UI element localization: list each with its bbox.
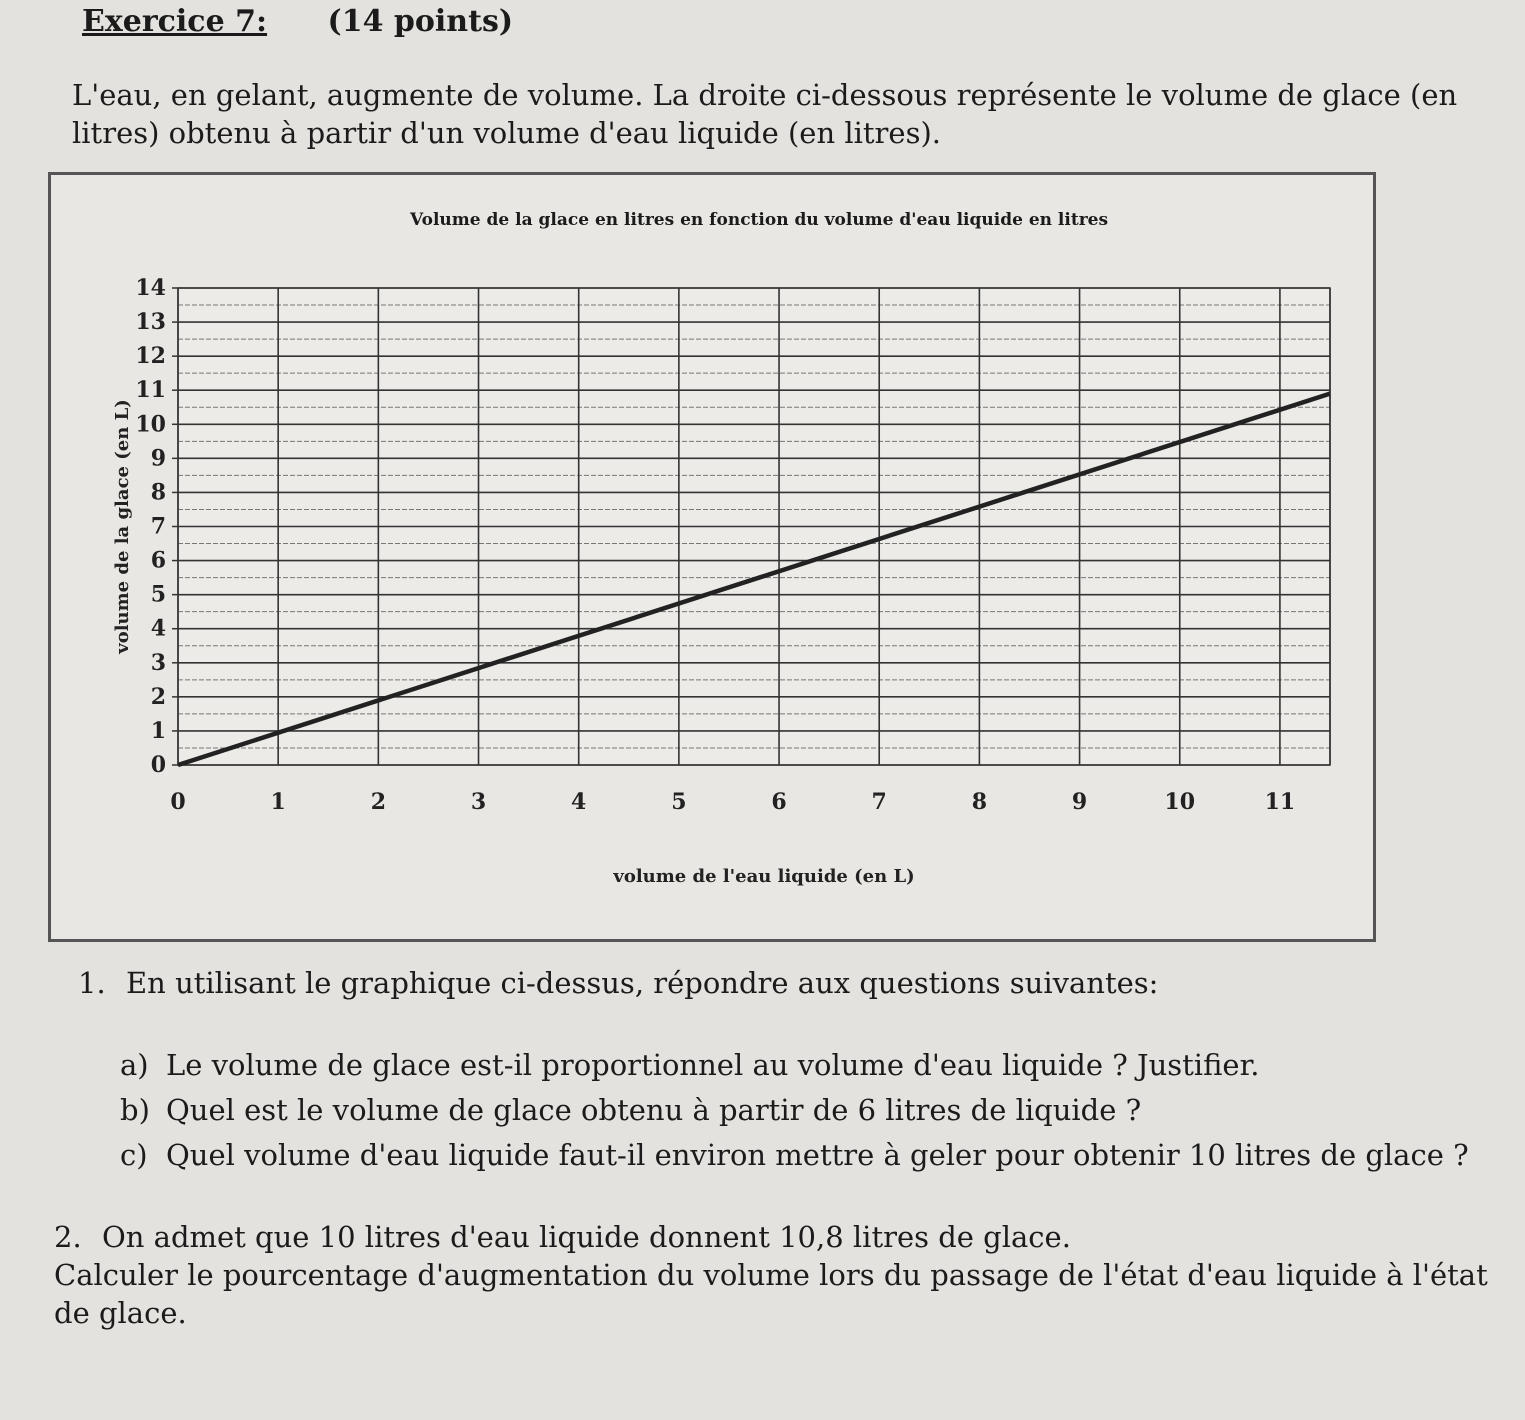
x-tick-label: 2 xyxy=(370,789,387,815)
y-tick-label: 12 xyxy=(135,343,166,370)
question-1c xyxy=(120,1137,1469,1173)
chart-title: Volume de la glace en litres en fonction du volume d'eau liquide en litres xyxy=(410,210,1109,230)
y-tick-label: 11 xyxy=(135,377,166,404)
y-tick-label: 9 xyxy=(150,445,166,472)
exercise-points: (14 points) xyxy=(327,4,514,39)
x-tick-label: 4 xyxy=(571,789,587,815)
question-1a-label: a) xyxy=(120,1048,149,1082)
x-tick-label: 0 xyxy=(170,789,186,815)
y-tick-label: 14 xyxy=(135,275,166,301)
question-1a xyxy=(120,1047,1259,1083)
x-tick-label: 5 xyxy=(671,789,687,815)
x-tick-label: 6 xyxy=(771,789,787,815)
question-1-number: 1. xyxy=(78,966,106,1000)
x-tick-label: 8 xyxy=(971,789,988,815)
y-tick-label: 10 xyxy=(135,411,166,438)
x-tick-label: 11 xyxy=(1264,789,1296,815)
question-1c-label: c) xyxy=(120,1138,148,1172)
question-1b xyxy=(120,1092,1141,1128)
y-tick-label: 7 xyxy=(150,513,166,540)
y-tick-label: 1 xyxy=(150,717,166,744)
question-2-number: 2. xyxy=(54,1220,82,1254)
question-1-text: En utilisant le graphique ci-dessus, répondre aux questions suivantes: xyxy=(126,966,1159,1000)
y-tick-label: 5 xyxy=(150,581,166,608)
question-1b-label: b) xyxy=(120,1093,150,1127)
question-2-line2: Calculer le pourcentage d'augmentation du volume lors du passage de l'état d'eau liquide à l'état de glace. xyxy=(54,1258,1488,1330)
x-tick-label: 3 xyxy=(470,789,487,815)
question-2-line1: On admet que 10 litres d'eau liquide donnent 10,8 litres de glace. xyxy=(102,1220,1071,1254)
x-axis-label: volume de l'eau liquide (en L) xyxy=(613,866,915,887)
question-1b-text: Quel est le volume de glace obtenu à partir de 6 litres de liquide ? xyxy=(166,1093,1142,1127)
question-2 xyxy=(54,1218,1494,1332)
y-tick-label: 0 xyxy=(150,752,166,778)
question-1c-text: Quel volume d'eau liquide faut-il environ mettre à geler pour obtenir 10 litres de glace ? xyxy=(166,1138,1469,1172)
x-tick-label: 9 xyxy=(1071,789,1088,815)
question-1a-text: Le volume de glace est-il proportionnel au volume d'eau liquide ? Justifier. xyxy=(166,1048,1260,1082)
exercise-title: Exercice 7: xyxy=(82,4,268,39)
x-tick-label: 7 xyxy=(871,789,887,815)
y-tick-label: 4 xyxy=(150,615,166,642)
y-tick-label: 13 xyxy=(135,309,166,336)
x-tick-label: 10 xyxy=(1164,789,1196,815)
y-tick-label: 8 xyxy=(150,479,166,506)
y-tick-label: 3 xyxy=(150,649,166,676)
intro-text: L'eau, en gelant, augmente de volume. La droite ci-dessous représente le volume de glace (en litres) obtenu à partir d'un volume d'eau liquide (en litres). xyxy=(72,78,1458,150)
question-1 xyxy=(78,965,1158,1001)
x-tick-label: 1 xyxy=(270,789,286,815)
y-tick-label: 6 xyxy=(150,547,166,574)
y-axis-label: volume de la glace (en L) xyxy=(112,399,133,654)
y-tick-label: 2 xyxy=(150,683,166,710)
